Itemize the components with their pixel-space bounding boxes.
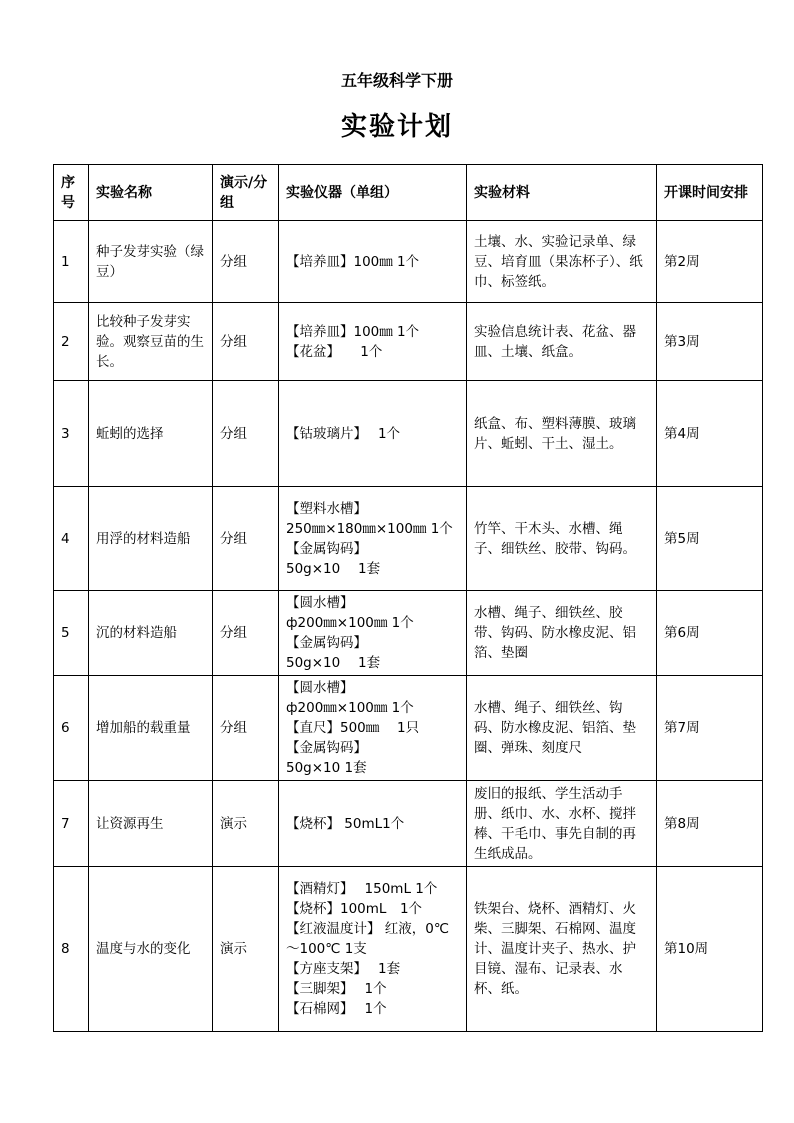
row-materials: 水槽、绳子、细铁丝、钩码、防水橡皮泥、铝箔、垫圈、弹珠、刻度尺 [467, 676, 657, 781]
header-name: 实验名称 [89, 165, 213, 221]
row-mode: 分组 [213, 676, 279, 781]
row-instruments: 【培养皿】100㎜ 1个 【花盆】 1个 [279, 303, 467, 381]
row-schedule: 第3周 [657, 303, 763, 381]
header-instruments: 实验仪器（单组） [279, 165, 467, 221]
row-instruments: 【塑料水槽】 250㎜×180㎜×100㎜ 1个 【金属钩码】 50g×10 1套 [279, 487, 467, 591]
row-name: 比较种子发芽实验。观察豆苗的生长。 [89, 303, 213, 381]
row-name: 蚯蚓的选择 [89, 381, 213, 487]
row-no: 3 [54, 381, 89, 487]
row-materials: 竹竿、干木头、水槽、绳子、细铁丝、胶带、钩码。 [467, 487, 657, 591]
row-schedule: 第10周 [657, 867, 763, 1032]
table-row [54, 381, 763, 487]
table-row [54, 303, 763, 381]
row-no: 1 [54, 221, 89, 303]
header-mode: 演示/分组 [213, 165, 279, 221]
table-row [54, 867, 763, 1032]
row-schedule: 第8周 [657, 781, 763, 867]
row-mode: 分组 [213, 487, 279, 591]
row-no: 7 [54, 781, 89, 867]
row-materials: 废旧的报纸、学生活动手册、纸巾、水、水杯、搅拌棒、干毛巾、事先自制的再生纸成品。 [467, 781, 657, 867]
row-schedule: 第7周 [657, 676, 763, 781]
row-materials: 土壤、水、实验记录单、绿豆、培育皿（果冻杯子）、纸巾、标签纸。 [467, 221, 657, 303]
row-no: 4 [54, 487, 89, 591]
row-materials: 铁架台、烧杯、酒精灯、火柴、三脚架、石棉网、温度计、温度计夹子、热水、护目镜、湿布、记录表、水杯、纸。 [467, 867, 657, 1032]
table-row [54, 676, 763, 781]
table-header-row [54, 165, 763, 221]
row-schedule: 第5周 [657, 487, 763, 591]
row-name: 让资源再生 [89, 781, 213, 867]
experiment-plan-table [53, 164, 763, 1032]
row-instruments: 【烧杯】 50mL1个 [279, 781, 467, 867]
document-subtitle: 五年级科学下册 [340, 71, 453, 90]
row-instruments: 【钴玻璃片】 1个 [279, 381, 467, 487]
row-name: 沉的材料造船 [89, 591, 213, 676]
row-mode: 分组 [213, 303, 279, 381]
document-title: 实验计划 [340, 112, 453, 142]
table-row [54, 591, 763, 676]
row-instruments: 【圆水槽】 ф200㎜×100㎜ 1个 【直尺】500㎜ 1只 【金属钩码】 50g×10 1套 [279, 676, 467, 781]
row-mode: 分组 [213, 381, 279, 487]
table-row [54, 781, 763, 867]
header-schedule: 开课时间安排 [657, 165, 763, 221]
row-name: 种子发芽实验（绿豆） [89, 221, 213, 303]
table-row [54, 487, 763, 591]
row-schedule: 第4周 [657, 381, 763, 487]
row-instruments: 【培养皿】100㎜ 1个 [279, 221, 467, 303]
row-no: 6 [54, 676, 89, 781]
row-schedule: 第2周 [657, 221, 763, 303]
table-row [54, 221, 763, 303]
row-no: 5 [54, 591, 89, 676]
row-mode: 演示 [213, 781, 279, 867]
row-schedule: 第6周 [657, 591, 763, 676]
row-mode: 分组 [213, 591, 279, 676]
row-instruments: 【圆水槽】 ф200㎜×100㎜ 1个 【金属钩码】 50g×10 1套 [279, 591, 467, 676]
header-no: 序号 [54, 165, 89, 221]
row-mode: 分组 [213, 221, 279, 303]
header-materials: 实验材料 [467, 165, 657, 221]
row-instruments: 【酒精灯】 150mL 1个 【烧杯】100mL 1个 【红液温度计】 红液，0℃～100℃ 1支 【方座支架】 1套 【三脚架】 1个 【石棉网】 1个 [279, 867, 467, 1032]
row-name: 用浮的材料造船 [89, 487, 213, 591]
row-materials: 实验信息统计表、花盆、器皿、土壤、纸盒。 [467, 303, 657, 381]
row-no: 2 [54, 303, 89, 381]
row-name: 增加船的载重量 [89, 676, 213, 781]
row-name: 温度与水的变化 [89, 867, 213, 1032]
row-materials: 纸盒、布、塑料薄膜、玻璃片、蚯蚓、干土、湿土。 [467, 381, 657, 487]
row-no: 8 [54, 867, 89, 1032]
row-mode: 演示 [213, 867, 279, 1032]
row-materials: 水槽、绳子、细铁丝、胶带、钩码、防水橡皮泥、铝箔、垫圈 [467, 591, 657, 676]
